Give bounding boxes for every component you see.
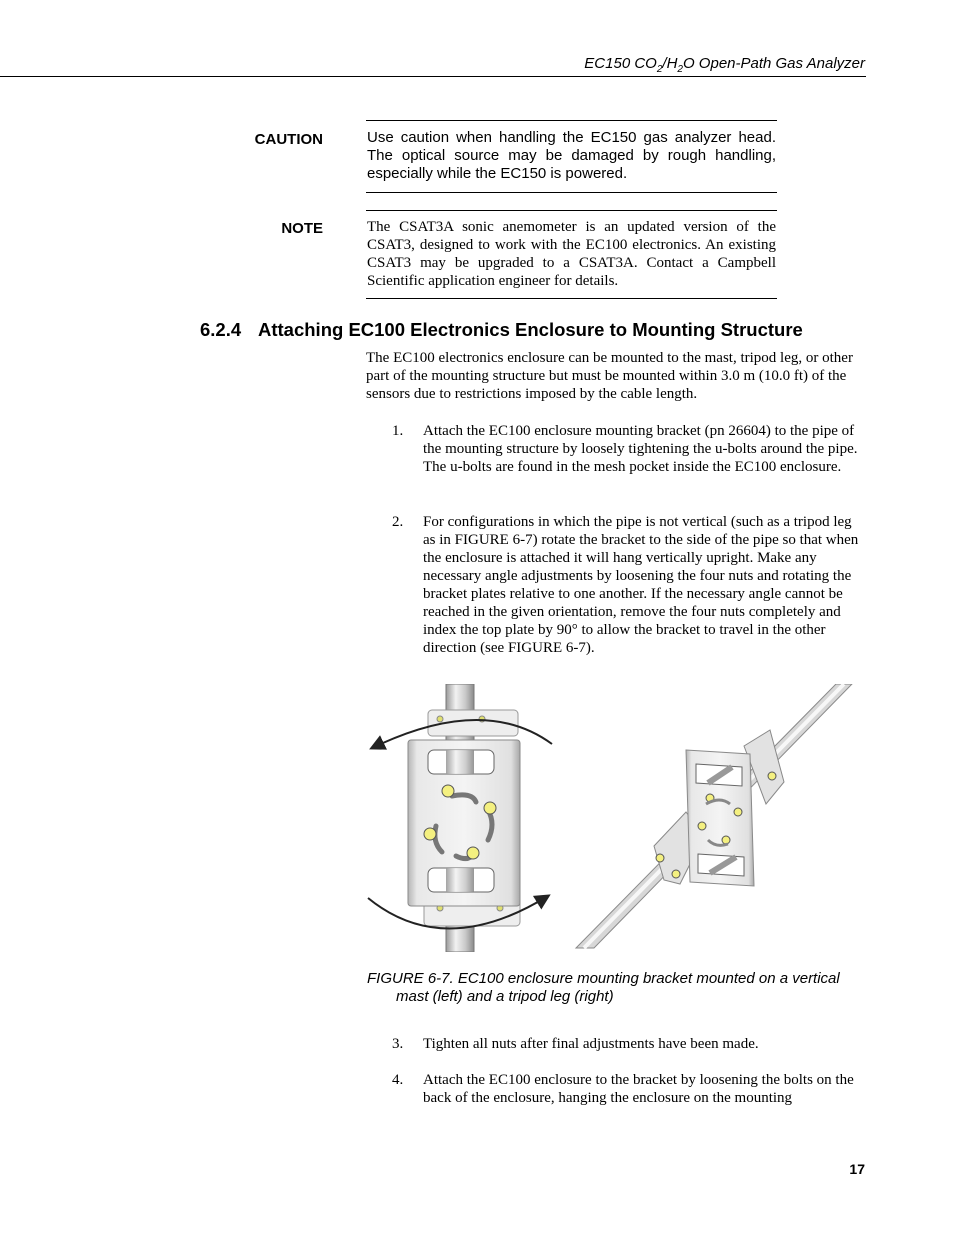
bracket-illustration [364, 684, 860, 952]
running-header: EC150 $CO_2/H_2O$ Open-Path Gas Analyzer [584, 55, 865, 75]
page-number: 17 [849, 1161, 865, 1177]
section-heading [200, 319, 803, 341]
list-item: 2. For configurations in which the pipe is not vertical (such as a tripod leg as in FIGURE 6-7) rotate the bracket to the side of the pipe so that when the enclosure is attached it will hang vertically upright. Make any necessary angle adjustments by loosening the four nuts and rotating the bracket plates relative to one another. If the necessary angle cannot be reached in the given orientation, remove the four nuts completely and index the top plate by 90° to allow the bracket to travel in the other direction (see FIGURE 6-7). [392, 514, 859, 656]
caution-label: CAUTION [254, 131, 323, 148]
note-label: NOTE [281, 220, 323, 237]
caution-text: Use caution when handling the EC150 gas analyzer head. The optical source may be damaged by rough handling, especially while the EC150 is powered. [367, 129, 776, 182]
section-title: Attaching EC100 Electronics Enclosure to Mounting Structure [258, 319, 803, 340]
caution-box [366, 120, 777, 193]
note-box [366, 210, 777, 299]
list-item: 3. Tighten all nuts after final adjustments have been made. [392, 1036, 759, 1052]
list-item: 4. Attach the EC100 enclosure to the bracket by loosening the bolts on the back of the enclosure, hanging the enclosure on the mounting [392, 1072, 854, 1106]
note-text: The CSAT3A sonic anemometer is an updated version of the CSAT3, designed to work with the EC100 electronics. An existing CSAT3 may be upgraded to a CSAT3A. Contact a Campbell Scientific application engineer for details. [367, 219, 776, 289]
header-rule [0, 76, 866, 77]
intro-paragraph: The EC100 electronics enclosure can be mounted to the mast, tripod leg, or other part of the mounting structure but must be mounted within 3.0 m (10.0 ft) of the sensors due to restrictions imposed by the cable length. [366, 350, 853, 402]
list-item: 1. Attach the EC100 enclosure mounting bracket (pn 26604) to the pipe of the mounting structure by loosely tightening the u-bolts around the pipe. The u-bolts are found in the mesh pocket inside the EC100 enclosure. [392, 423, 858, 475]
figure-mounting-bracket [364, 684, 860, 952]
figure-caption: FIGURE 6-7. EC100 enclosure mounting bracket mounted on a vertical mast (left) and a tripod leg (right) [367, 970, 840, 1005]
section-number: 6.2.4 [200, 319, 242, 340]
